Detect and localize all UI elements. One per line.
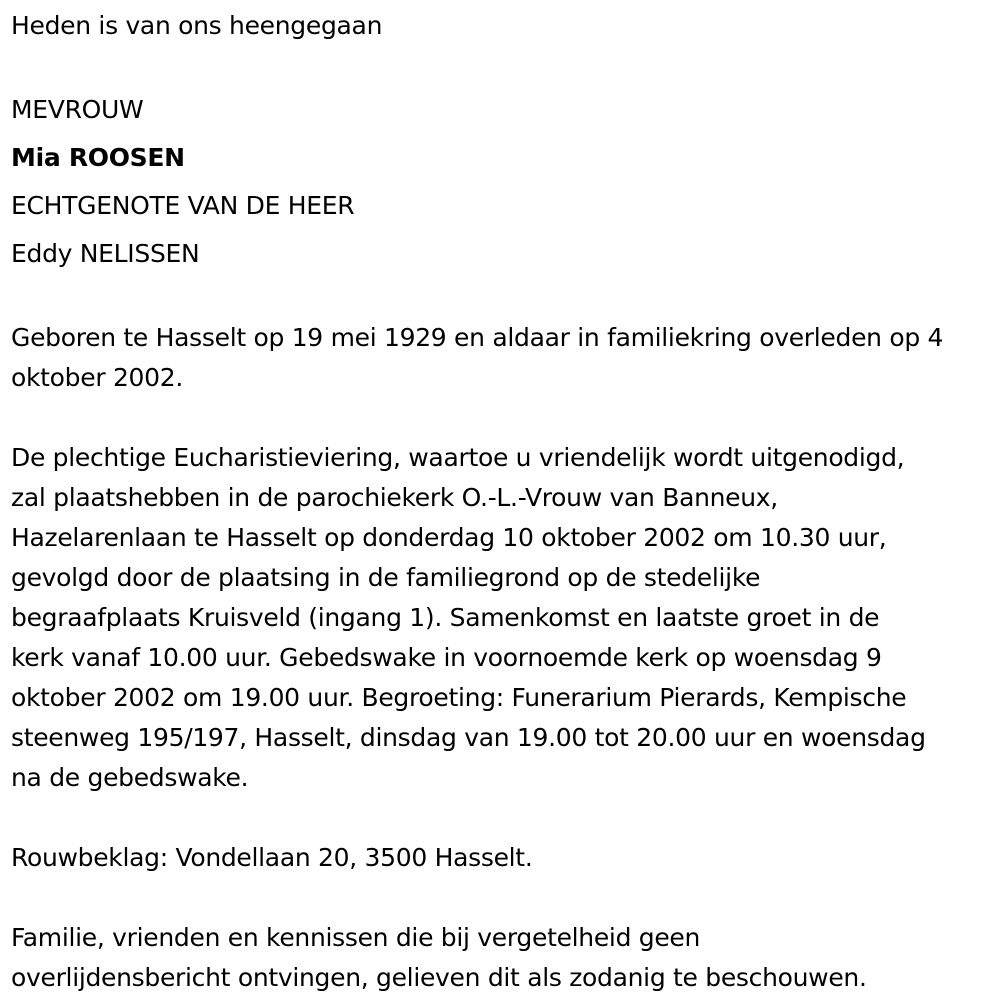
ceremony-line: gevolgd door de plaatsing in de familiegrond op de stedelijke <box>11 563 761 592</box>
closing-line: overlijdensbericht ontvingen, gelieven dit als zodanig te beschouwen. <box>11 963 867 992</box>
ceremony-line: Hazelarenlaan te Hasselt op donderdag 10 oktober 2002 om 10.30 uur, <box>11 523 887 552</box>
ceremony-line: kerk vanaf 10.00 uur. Gebedswake in voornoemde kerk op woensdag 9 <box>11 643 882 672</box>
spacer <box>11 878 996 918</box>
spacer <box>11 798 996 838</box>
ceremony-line: na de gebedswake. <box>11 763 249 792</box>
closing-line: Familie, vrienden en kennissen die bij vergetelheid geen <box>11 923 701 952</box>
ceremony-line: begraafplaats Kruisveld (ingang 1). Samenkomst en laatste groet in de <box>11 603 880 632</box>
death-notice <box>11 0 996 998</box>
spacer <box>11 398 996 438</box>
ceremony-line: De plechtige Eucharistieviering, waartoe u vriendelijk wordt uitgenodigd, <box>11 443 905 472</box>
spacer <box>11 46 996 86</box>
honorific: MEVROUW <box>11 95 144 124</box>
ceremony-line: zal plaatshebben in de parochiekerk O.-L.-Vrouw van Banneux, <box>11 483 778 512</box>
ceremony-line: steenweg 195/197, Hasselt, dinsdag van 19.00 tot 20.00 uur en woensdag <box>11 723 926 752</box>
opening-line: Heden is van ons heengegaan <box>11 11 383 40</box>
birth-death-paragraph: Geboren te Hasselt op 19 mei 1929 en aldaar in familiekring overleden op 4 oktober 2002. <box>11 323 944 392</box>
closing-paragraph <box>11 918 996 998</box>
relation-line: ECHTGENOTE VAN DE HEER <box>11 191 355 220</box>
name-block <box>11 86 996 278</box>
condolences-address: Rouwbeklag: Vondellaan 20, 3500 Hasselt. <box>11 843 533 872</box>
spouse-name: Eddy NELISSEN <box>11 239 200 268</box>
ceremony-paragraph <box>11 438 996 798</box>
spacer <box>11 278 996 318</box>
deceased-name: Mia ROOSEN <box>11 143 185 172</box>
ceremony-line: oktober 2002 om 19.00 uur. Begroeting: Funerarium Pierards, Kempische <box>11 683 907 712</box>
